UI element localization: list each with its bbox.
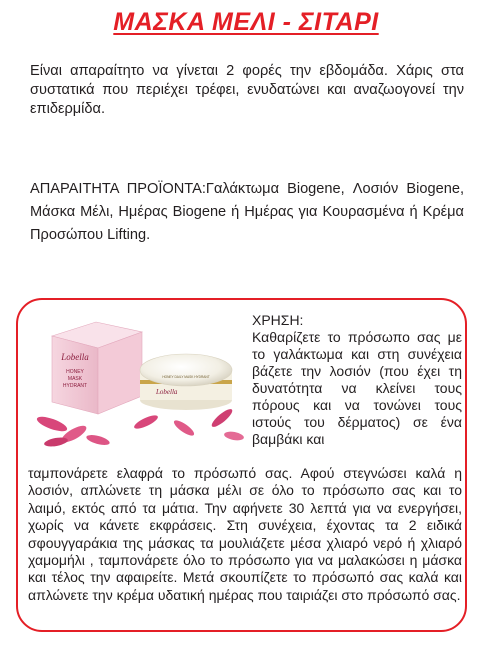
petal xyxy=(172,418,196,438)
box-line2: MASK xyxy=(67,376,83,382)
box-brand: Lobella xyxy=(61,352,89,362)
box-line1: HONEY xyxy=(66,369,84,375)
petal xyxy=(133,413,160,431)
jar-brand: Lobella xyxy=(156,388,178,396)
usage-text-top: Καθαρίζετε το πρόσωπο σας με το γαλάκτωμα και στη συνέχεια βάζετε την λοσιόν (που έχει τη δυνατότητα να κλείνει τους πόρους και να τονώνει τους ιστούς του δέρματος) σε ένα βαμβάκι και xyxy=(252,329,462,447)
box-line3: HYDRANT xyxy=(62,383,88,389)
usage-text-bottom: ταμπονάρετε ελαφρά το πρόσωπό σας. Αφού στεγνώσει καλά η λοσιόν, απλώνετε τη μάσκα μέλι σε όλο το πρόσωπο σας και το λαιμό, εκτός από τα μάτια. Την αφήνετε 30 λεπτά για να ενεργήσει, χωρίς να κάνετε εκφράσεις. Στη συνέχεια, έχοντας τα 2 ειδικά σφουγγαράκια της μάσκας τα μουλιάζετε μέσα χλιαρό νερό ή χλιαρό χαμομήλι , ταμπονάρετε όλο το πρόσωπο για να μαλακώσει η μάσκα και τέλος την αφαιρείτε. Μετά σκουπίζετε το πρόσωπό σας καλά και απλώνετε την κρέμα υδατική ημέρας που ταιριάζει στο πρόσωπό σας. xyxy=(28,465,462,603)
petal xyxy=(223,430,244,441)
required-products-paragraph: ΑΠΑΡΑΙΤΗΤΑ ΠΡΟΪΟΝΤΑ:Γαλάκτωμα Biogene, Λοσιόν Biogene, Μάσκα Μέλι, Ημέρας Biogene ή Ημέρας για Κουρασμένα ή Κρέμα Προσώπου Lifting. xyxy=(30,181,464,243)
petal xyxy=(85,433,110,447)
intro-paragraph: Είναι απαραίτητο να γίνεται 2 φορές την εβδομάδα. Χάρις στα συστατικά που περιέχει τρέφει, ενυδατώνει και αναζωογονεί την επιδερμίδα. xyxy=(30,63,464,117)
petal xyxy=(209,407,234,430)
page-title: ΜΑΣΚΑ ΜΕΛΙ - ΣΙΤΑΡΙ xyxy=(113,8,379,36)
jar-line: HONEY DAILY MASK HYDRANT xyxy=(162,375,210,379)
product-photo xyxy=(34,318,246,450)
petal xyxy=(35,414,68,434)
usage-heading: ΧΡΗΣΗ: xyxy=(252,312,304,328)
